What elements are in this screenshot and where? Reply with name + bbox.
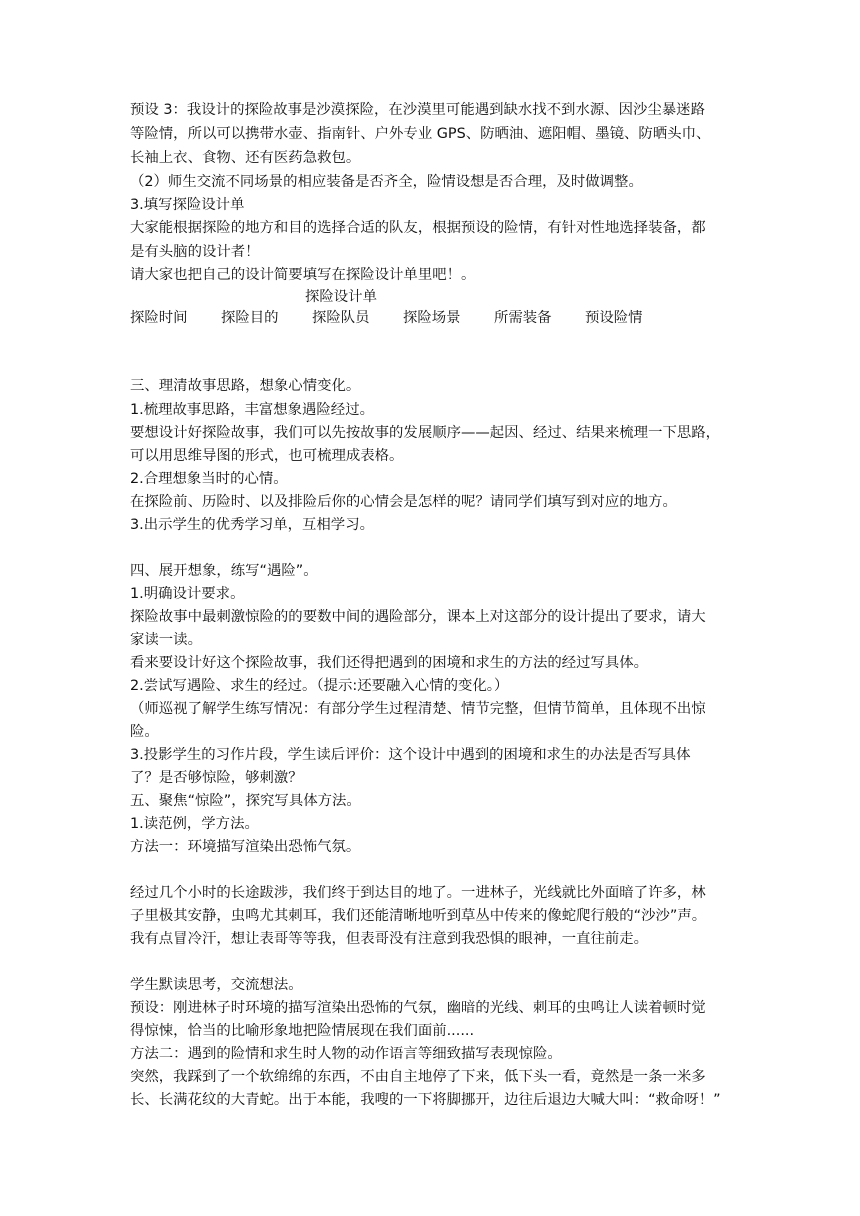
- column-header: 所需装备: [494, 310, 552, 326]
- column-header: 预设险情: [585, 310, 643, 326]
- column-header: 探险时间: [130, 310, 188, 326]
- paragraph-line: （2）师生交流不同场景的相应装备是否齐全，险情设想是否合理，及时做调整。: [130, 174, 643, 190]
- paragraph-line: （师巡视了解学生练写情况：有部分学生过程清楚、情节完整，但情节简单，且体现不出惊: [130, 701, 706, 717]
- paragraph-line: 子里极其安静，虫鸣尤其刺耳，我们还能清晰地听到草丛中传来的像蛇爬行般的“沙沙”声。: [130, 908, 707, 924]
- paragraph-line: 经过几个小时的长途跋涉，我们终于到达目的地了。一进林子，光线就比外面暗了许多，林: [130, 885, 706, 901]
- paragraph-line: 探险故事中最刺激惊险的的要数中间的遇险部分，课本上对这部分的设计提出了要求，请大: [130, 609, 706, 625]
- paragraph-line: 大家能根据探险的地方和目的选择合适的队友，根据预设的险情，有针对性地选择装备，都: [130, 220, 706, 236]
- paragraph-line: 我有点冒冷汗，想让表哥等等我，但表哥没有注意到我恐惧的眼神，一直往前走。: [130, 931, 649, 947]
- column-header: 探险队员: [312, 310, 370, 326]
- column-header: 探险目的: [221, 310, 279, 326]
- subheading: 3.投影学生的习作片段，学生读后评价：这个设计中遇到的困境和求生的办法是否写具体: [130, 747, 691, 763]
- paragraph-line: 等险情，所以可以携带水壶、指南针、户外专业 GPS、防晒油、遮阳帽、墨镜、防晒头巾、: [130, 126, 711, 142]
- paragraph-line: 长袖上衣、食物、还有医药急救包。: [130, 150, 361, 166]
- subheading: 1.梳理故事思路，丰富想象遇险经过。: [130, 402, 374, 418]
- section-heading: 四、展开想象，练写“遇险”。: [130, 563, 318, 579]
- paragraph-line: 在探险前、历险时、以及排险后你的心情会是怎样的呢？请同学们填写到对应的地方。: [130, 494, 677, 510]
- paragraph-line: 了？是否够惊险，够刺激？: [130, 770, 303, 786]
- paragraph-line: 请大家也把自己的设计简要填写在探险设计单里吧！。: [130, 267, 476, 283]
- paragraph-line: 险。: [130, 724, 159, 740]
- paragraph-line: 方法二：遇到的险情和求生时人物的动作语言等细致描写表现惊险。: [130, 1046, 562, 1062]
- subheading: 2.合理想象当时的心情。: [130, 471, 288, 487]
- paragraph-line: 要想设计好探险故事，我们可以先按故事的发展顺序——起因、经过、结果来梳理一下思路，: [130, 425, 721, 441]
- section-heading: 3.填写探险设计单: [130, 197, 245, 213]
- paragraph-line: 得惊悚，恰当的比喻形象地把险情展现在我们面前......: [130, 1023, 475, 1039]
- paragraph-line: 家读一读。: [130, 632, 202, 648]
- paragraph-line: 可以用思维导图的形式，也可梳理成表格。: [130, 448, 404, 464]
- subheading: 2.尝试写遇险、求生的经过。（提示:还要融入心情的变化。）: [130, 678, 509, 694]
- paragraph-line: 突然，我踩到了一个软绵绵的东西，不由自主地停了下来，低下头一看，竟然是一条一米多: [130, 1069, 706, 1085]
- paragraph-line: 方法一：环境描写渲染出恐怖气氛。: [130, 839, 361, 855]
- column-header: 探险场景: [403, 310, 461, 326]
- paragraph-line: 学生默读思考，交流想法。: [130, 977, 303, 993]
- subheading: 3.出示学生的优秀学习单，互相学习。: [130, 517, 374, 533]
- subheading: 1.明确设计要求。: [130, 586, 245, 602]
- paragraph-line: 长、长满花纹的大青蛇。出于本能，我嗖的一下将脚挪开，边往后退边大喊大叫：“救命呀！”: [130, 1092, 721, 1108]
- paragraph-line: 预设：刚进林子时环境的描写渲染出恐怖的气氛，幽暗的光线、刺耳的虫鸣让人读着顿时觉: [130, 1000, 706, 1016]
- paragraph-line: 是有头脑的设计者！: [130, 244, 260, 260]
- design-sheet-header-row: [130, 308, 734, 328]
- table-title: 探险设计单: [305, 289, 377, 305]
- paragraph-line: 看来要设计好这个探险故事，我们还得把遇到的困境和求生的方法的经过写具体。: [130, 655, 649, 671]
- subheading: 1.读范例，学方法。: [130, 816, 259, 832]
- section-heading: 五、聚焦“惊险”，探究写具体方法。: [130, 793, 361, 809]
- paragraph-line: 预设 3：我设计的探险故事是沙漠探险，在沙漠里可能遇到缺水找不到水源、因沙尘暴迷路: [130, 102, 705, 118]
- section-heading: 三、理清故事思路，想象心情变化。: [130, 378, 361, 394]
